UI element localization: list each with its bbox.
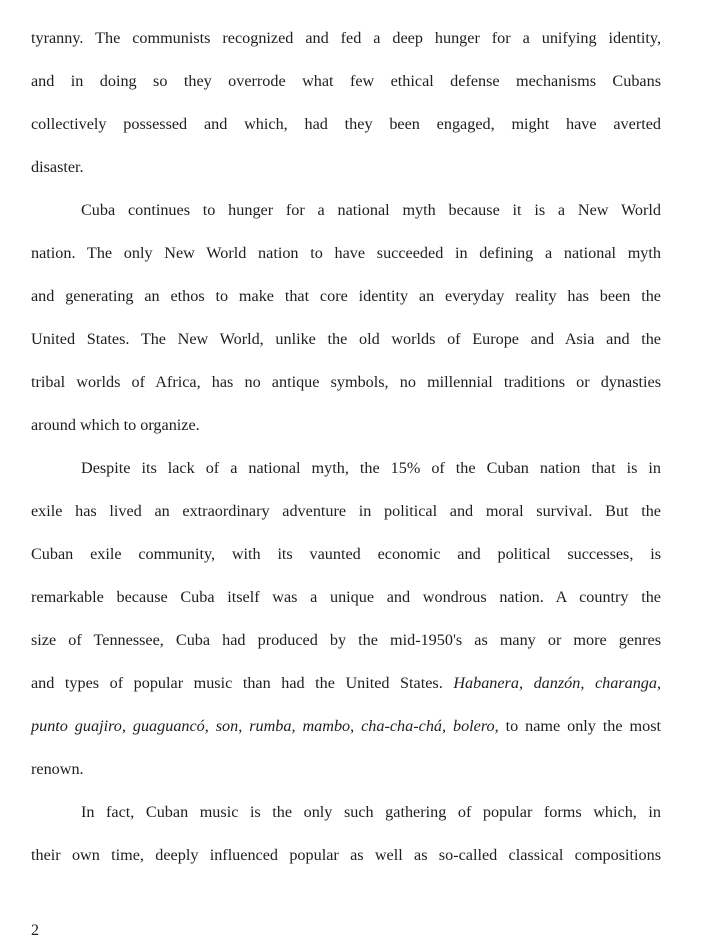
text-segment: and types of popular music than had the United States. bbox=[31, 674, 443, 692]
music-genre: Habanera, bbox=[453, 674, 524, 692]
text-line: Despite its lack of a national myth, the 15% of the Cuban nation that is in bbox=[81, 459, 661, 477]
music-genre: bolero, bbox=[452, 717, 499, 735]
text-line: In fact, Cuban music is the only such gathering of popular forms which, in bbox=[81, 803, 661, 821]
text-line: tribal worlds of Africa, has no antique symbols, no millennial traditions or dynasties bbox=[31, 373, 661, 391]
music-genre: rumba, bbox=[249, 717, 296, 735]
text-line: size of Tennessee, Cuba had produced by the mid-1950's as many or more genres bbox=[31, 631, 661, 649]
text-line: and generating an ethos to make that core identity an everyday reality has been the bbox=[31, 287, 661, 305]
text-line: around which to organize. bbox=[31, 416, 200, 434]
text-line: renown. bbox=[31, 760, 84, 778]
text-line bbox=[31, 716, 661, 759]
text-line bbox=[31, 673, 661, 716]
text-line: remarkable because Cuba itself was a unique and wondrous nation. A country the bbox=[31, 588, 661, 606]
music-genre: charanga, bbox=[594, 674, 662, 692]
music-genre: cha-cha-chá, bbox=[361, 717, 447, 735]
text-line: exile has lived an extraordinary adventure in political and moral survival. But the bbox=[31, 502, 661, 520]
text-line: Cuban exile community, with its vaunted economic and political successes, is bbox=[31, 545, 661, 563]
paragraph-4 bbox=[31, 802, 661, 888]
text-line: United States. The New World, unlike the old worlds of Europe and Asia and the bbox=[31, 330, 661, 348]
page-number: 2 bbox=[31, 922, 39, 939]
text-line: Cuba continues to hunger for a national myth because it is a New World bbox=[81, 201, 661, 219]
text-line: disaster. bbox=[31, 158, 84, 176]
paragraph-1 bbox=[31, 28, 661, 200]
text-line: and in doing so they overrode what few ethical defense mechanisms Cubans bbox=[31, 72, 661, 90]
text-segment: to name only the most bbox=[505, 717, 661, 735]
text-line: collectively possessed and which, had they been engaged, might have averted bbox=[31, 115, 661, 133]
music-genre: danzón, bbox=[533, 674, 585, 692]
paragraph-2 bbox=[31, 200, 661, 458]
music-genre: punto guajiro, bbox=[31, 717, 126, 735]
paragraph-3 bbox=[31, 458, 661, 802]
text-line: their own time, deeply influenced popular as well as so-called classical compositions bbox=[31, 846, 661, 864]
text-line: tyranny. The communists recognized and fed a deep hunger for a unifying identity, bbox=[31, 29, 661, 47]
music-genre: son, bbox=[215, 717, 243, 735]
music-genre: guaguancó, bbox=[132, 717, 209, 735]
document-page bbox=[31, 28, 661, 888]
text-line: nation. The only New World nation to have succeeded in defining a national myth bbox=[31, 244, 661, 262]
music-genre: mambo, bbox=[302, 717, 355, 735]
